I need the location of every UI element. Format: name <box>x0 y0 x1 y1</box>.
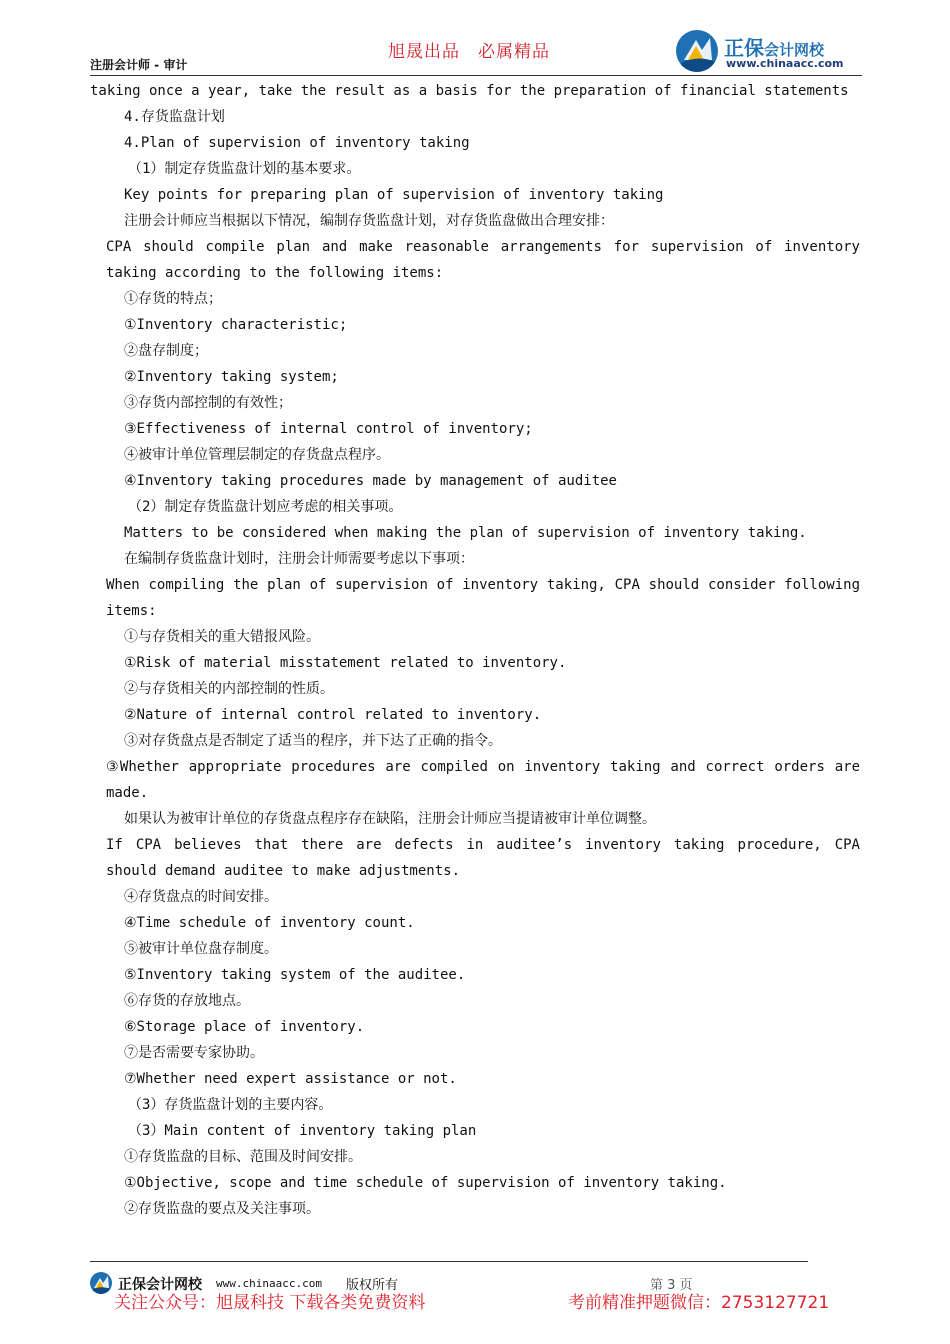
text-paragraph: If CPA believes that there are defects in auditee’s inventory taking procedure, CPA should demand auditee to make adjustments. <box>106 837 860 879</box>
section-heading: 4.存货监盘计划 <box>124 109 225 125</box>
footer-logo-icon <box>90 1272 112 1294</box>
header-subject: 注册会计师 - 审计 <box>90 58 188 72</box>
list-item: ①存货监盘的目标、范围及时间安排。 <box>124 1149 362 1165</box>
list-item: ⑥存货的存放地点。 <box>124 993 250 1009</box>
list-item: ②盘存制度； <box>124 343 208 359</box>
list-item: ③Effectiveness of internal control of inventory; <box>124 421 533 437</box>
subsection-heading: （3）存货监盘计划的主要内容。 <box>128 1097 333 1113</box>
list-item: ②Nature of internal control related to inventory. <box>124 707 542 723</box>
logo-name-main: 正保 <box>724 36 764 60</box>
footer-site-url[interactable]: www.chinaacc.com <box>216 1277 322 1290</box>
list-item: ④Time schedule of inventory count. <box>124 915 415 931</box>
footer-copyright: 版权所有 <box>346 1278 399 1293</box>
text-line: 在编制存货监盘计划时，注册会计师需要考虑以下事项： <box>124 551 474 567</box>
text-line: 注册会计师应当根据以下情况，编制存货监盘计划，对存货监盘做出合理安排： <box>124 213 614 229</box>
page-number: 第 3 页 <box>650 1278 693 1293</box>
header-slogan: 旭晟出品 必属精品 <box>388 42 550 62</box>
list-item: ②Inventory taking system; <box>124 369 339 385</box>
page-footer <box>90 1258 862 1318</box>
list-item: ③存货内部控制的有效性； <box>124 395 292 411</box>
section-heading-en: 4.Plan of supervision of inventory taking <box>124 135 470 151</box>
page-header <box>90 28 862 78</box>
subsection-heading: （1）制定存货监盘计划的基本要求。 <box>128 161 361 177</box>
subsection-heading: （2）制定存货监盘计划应考虑的相关事项。 <box>128 499 403 515</box>
list-item: ①与存货相关的重大错报风险。 <box>124 629 320 645</box>
list-item: ①存货的特点； <box>124 291 222 307</box>
logo-url: www.chinaacc.com <box>726 57 844 70</box>
list-item: ④存货盘点的时间安排。 <box>124 889 278 905</box>
text-line: 如果认为被审计单位的存货盘点程序存在缺陷，注册会计师应当提请被审计单位调整。 <box>124 811 656 827</box>
document-body <box>90 78 860 1222</box>
header-divider <box>90 75 862 76</box>
text-paragraph: When compiling the plan of supervision of inventory taking, CPA should consider following items: <box>106 577 860 619</box>
footer-divider <box>90 1261 808 1262</box>
text-line: Key points for preparing plan of supervision of inventory taking <box>124 187 664 203</box>
promo-text-right: 考前精准押题微信：2753127721 <box>568 1293 830 1313</box>
list-item: ⑥Storage place of inventory. <box>124 1019 365 1035</box>
footer-brand: 正保会计网校 <box>118 1277 202 1293</box>
list-item: ①Risk of material misstatement related to inventory. <box>124 655 567 671</box>
list-item: ④被审计单位管理层制定的存货盘点程序。 <box>124 447 390 463</box>
list-item: ②存货监盘的要点及关注事项。 <box>124 1201 320 1217</box>
subsection-heading-en: （3）Main content of inventory taking plan <box>128 1123 477 1139</box>
text-line: Matters to be considered when making the plan of supervision of inventory taking. <box>124 525 807 541</box>
list-item: ⑦Whether need expert assistance or not. <box>124 1071 457 1087</box>
list-item: ①Objective, scope and time schedule of supervision of inventory taking. <box>124 1175 727 1191</box>
list-item: ①Inventory characteristic; <box>124 317 348 333</box>
chinaacc-logo <box>676 30 866 74</box>
promo-text-left: 关注公众号：旭晟科技 下载各类免费资料 <box>114 1293 426 1313</box>
logo-emblem-icon <box>676 30 718 72</box>
list-item: ④Inventory taking procedures made by management of auditee <box>124 473 617 489</box>
text-line: taking once a year, take the result as a basis for the preparation of financial statements <box>90 83 849 99</box>
text-paragraph: CPA should compile plan and make reasonable arrangements for supervision of inventory taking according to the following items: <box>106 239 860 281</box>
list-item: ②与存货相关的内部控制的性质。 <box>124 681 334 697</box>
list-item: ⑤被审计单位盘存制度。 <box>124 941 278 957</box>
list-item: ⑤Inventory taking system of the auditee. <box>124 967 466 983</box>
text-paragraph: ③Whether appropriate procedures are compiled on inventory taking and correct orders are made. <box>106 759 860 801</box>
list-item: ⑦是否需要专家协助。 <box>124 1045 264 1061</box>
logo-name-sub: 会计网校 <box>764 41 825 59</box>
list-item: ③对存货盘点是否制定了适当的程序，并下达了正确的指令。 <box>124 733 502 749</box>
